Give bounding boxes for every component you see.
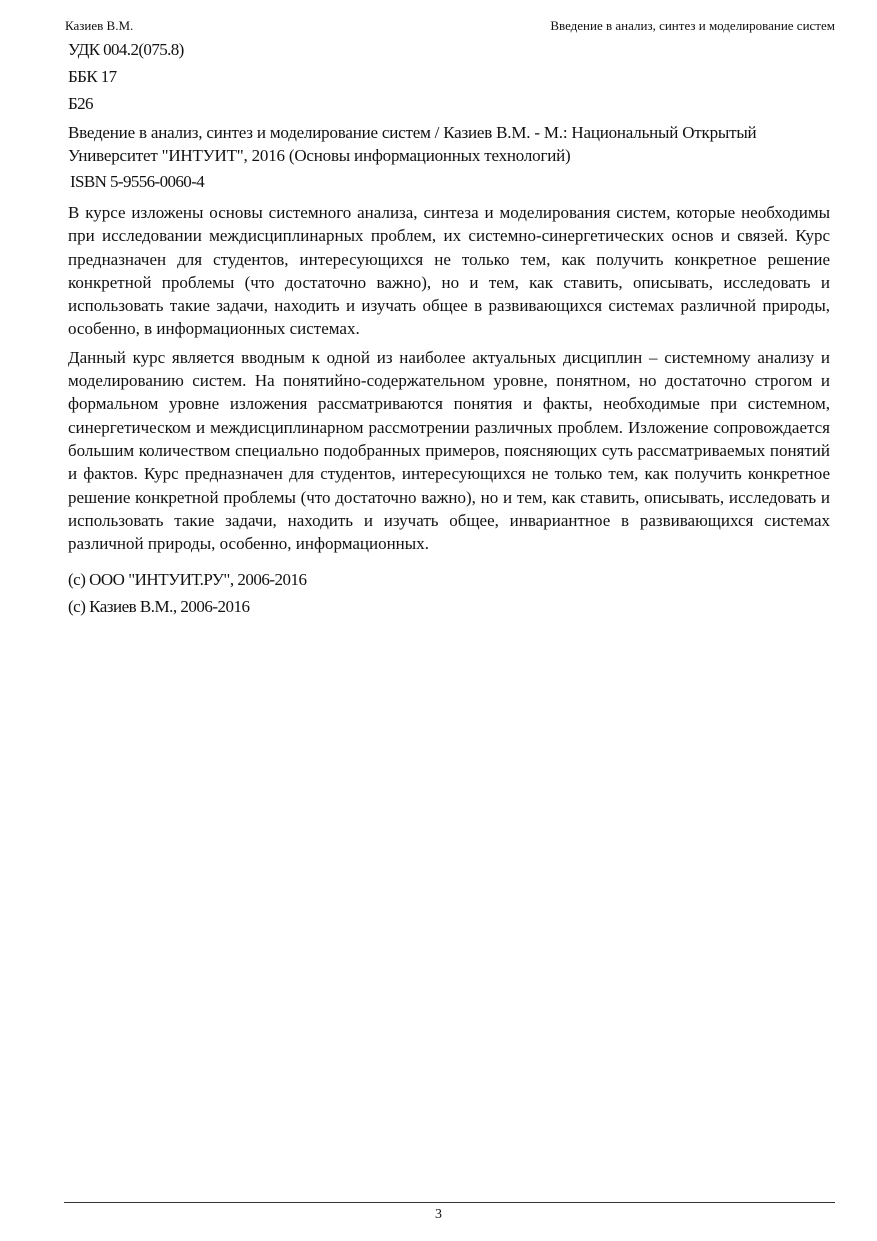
isbn-line: ISBN 5-9556-0060-4 xyxy=(70,172,205,191)
copyright-line: (c) ООО "ИНТУИТ.РУ", 2006-2016 xyxy=(68,570,307,590)
bbk-line: ББК 17 xyxy=(68,67,117,86)
copyright-line: (c) Казиев В.М., 2006-2016 xyxy=(68,597,250,617)
abstract-paragraph: Данный курс является вводным к одной из наиболее актуальных дисциплин – системному анализу и моделированию систем. На понятийно-содержательном уровне, понятном, но достаточно строгом и формальном уровне изложения рассматриваются понятия и факты, необходимые при системном, синергетическом и междисциплинарном рассмотрении различных проблем. Изложение сопровождается большим количеством специально подобранных примеров, поясняющих суть рассматриваемых понятий и фактов. Курс предназначен для студентов, интересующихся не только тем, как получить конкретное решение конкретной проблемы (что достаточно важно), но и тем, как ставить, описывать, исследовать и использовать такие задачи, находить и изучать общее, инвариантное в развивающихся системах различной природы, особенно, информационных. xyxy=(68,347,830,554)
footer-divider xyxy=(64,1202,835,1203)
udk-line: УДК 004.2(075.8) xyxy=(68,40,184,59)
header-title: Введение в анализ, синтез и моделирование систем xyxy=(550,18,835,33)
page-number: 3 xyxy=(435,1207,442,1222)
bibliographic-reference: Введение в анализ, синтез и моделирование систем / Казиев В.М. - М.: Национальный Открытый Университет "ИНТУИТ", 2016 (Основы информационных технологий) xyxy=(68,123,757,165)
header-author: Казиев В.М. xyxy=(65,18,134,33)
catalog-code-line: Б26 xyxy=(68,94,93,113)
page-content xyxy=(68,40,830,624)
running-header xyxy=(65,16,835,36)
abstract-paragraph: В курсе изложены основы системного анализа, синтеза и моделирования систем, которые необходимы при исследовании междисциплинарных проблем, их системно-синергетических основ и связей. Курс предназначен для студентов, интересующихся не только тем, как получить конкретное решение конкретной проблемы (что достаточно важно), но и тем, как ставить, описывать, исследовать и использовать такие задачи, находить и изучать общее в развивающихся системах различной природы, особенно, в информационных системах. xyxy=(68,203,830,339)
